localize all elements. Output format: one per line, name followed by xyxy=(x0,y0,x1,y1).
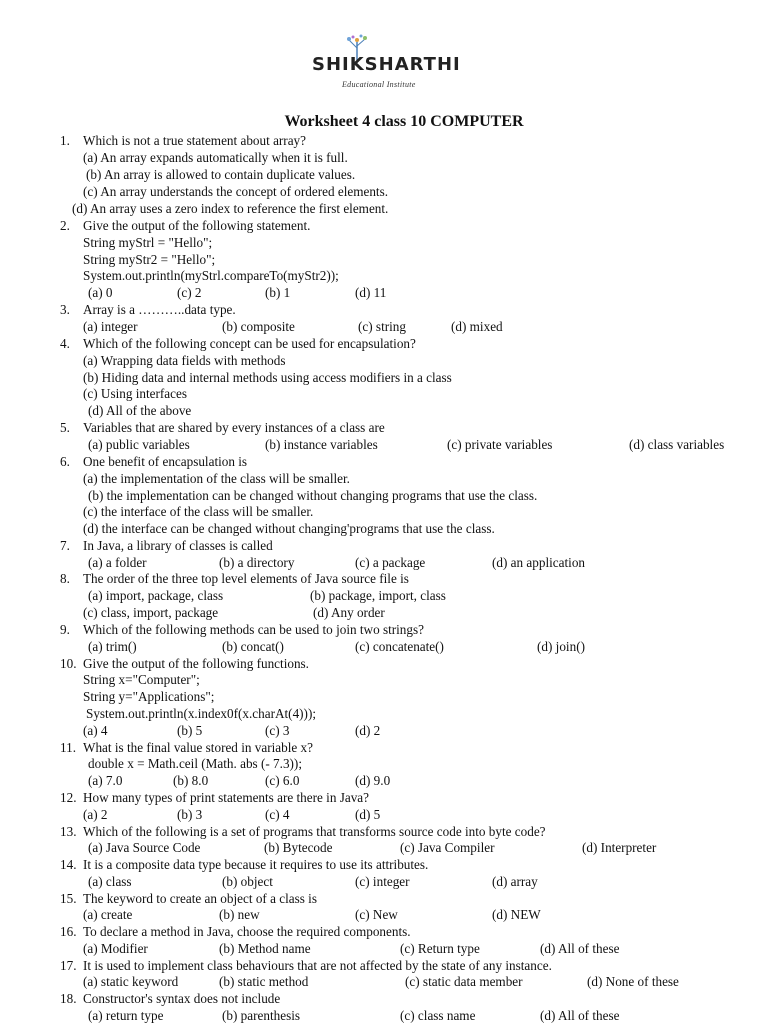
option-a: (a) return type xyxy=(88,1008,164,1023)
option-c: (c) class, import, package xyxy=(83,605,219,620)
option-d: (d) 11 xyxy=(355,285,387,300)
question-number: 3. xyxy=(60,302,70,317)
option-a: (a) 0 xyxy=(88,285,113,300)
question-text: Array is a ………..data type. xyxy=(83,302,236,317)
logo-brand: SHIKSHARTHI xyxy=(312,54,461,75)
option-b: (b) package, import, class xyxy=(310,588,446,603)
code-line: String y="Applications"; xyxy=(83,689,215,704)
question-text: Constructor's syntax does not include xyxy=(83,991,281,1006)
option-b: (b) object xyxy=(222,874,273,889)
question-text: One benefit of encapsulation is xyxy=(83,454,248,469)
option-c: (c) concatenate() xyxy=(355,639,444,654)
question-text: Give the output of the following statement. xyxy=(83,218,311,233)
option-c: (c) 2 xyxy=(177,285,202,300)
option-c: (c) Using interfaces xyxy=(83,386,187,401)
question-text: It is a composite data type because it requires to use its attributes. xyxy=(83,857,429,872)
option-d: (d) An array uses a zero index to reference the first element. xyxy=(72,201,389,216)
option-b: (b) a directory xyxy=(219,555,295,570)
option-a: (a) public variables xyxy=(88,437,190,452)
worksheet-title: Worksheet 4 class 10 COMPUTER xyxy=(284,113,524,130)
code-line: double x = Math.ceil (Math. abs (- 7.3)); xyxy=(88,756,302,771)
option-b: (b) new xyxy=(219,907,260,922)
option-a: (a) 4 xyxy=(83,723,108,738)
option-a: (a) the implementation of the class will be smaller. xyxy=(83,471,350,486)
option-c: (c) Return type xyxy=(400,941,480,956)
question-number: 15. xyxy=(60,891,77,906)
option-a: (a) trim() xyxy=(88,639,137,654)
option-a: (a) An array expands automatically when it is full. xyxy=(83,150,348,165)
question-text: What is the final value stored in variable x? xyxy=(83,740,313,755)
option-d: (d) 2 xyxy=(355,723,381,738)
code-line: System.out.println(x.index0f(x.charAt(4))); xyxy=(86,706,316,721)
option-c: (c) static data member xyxy=(405,974,523,989)
code-line: String myStrl = "Hello"; xyxy=(83,235,213,250)
question-text: The order of the three top level elements of Java source file is xyxy=(83,571,409,586)
question-number: 4. xyxy=(60,336,70,351)
option-b: (b) Bytecode xyxy=(264,840,333,855)
code-line: String myStr2 = "Hello"; xyxy=(83,252,216,267)
option-a: (a) static keyword xyxy=(83,974,179,989)
question-text: Which is not a true statement about array? xyxy=(83,133,307,148)
option-d: (d) All of these xyxy=(540,1008,620,1023)
option-c: (c) Java Compiler xyxy=(400,840,495,855)
option-d: (d) NEW xyxy=(492,907,541,922)
option-c: (c) 3 xyxy=(265,723,290,738)
question-number: 5. xyxy=(60,420,70,435)
option-a: (a) Wrapping data fields with methods xyxy=(83,353,286,368)
option-a: (a) import, package, class xyxy=(88,588,224,603)
question-number: 10. xyxy=(60,656,77,671)
question-number: 14. xyxy=(60,857,77,872)
option-b: (b) instance variables xyxy=(265,437,378,452)
option-d: (d) class variables xyxy=(629,437,725,452)
option-d: (d) All of these xyxy=(540,941,620,956)
option-c: (c) private variables xyxy=(447,437,553,452)
code-line: String x="Computer"; xyxy=(83,672,200,687)
option-b: (b) Hiding data and internal methods using access modifiers in a class xyxy=(83,370,452,385)
option-a: (a) 7.0 xyxy=(88,773,123,788)
option-c: (c) string xyxy=(358,319,406,334)
question-number: 17. xyxy=(60,958,77,973)
option-b: (b) parenthesis xyxy=(222,1008,300,1023)
option-c: (c) 6.0 xyxy=(265,773,300,788)
option-d: (d) array xyxy=(492,874,538,889)
option-a: (a) Java Source Code xyxy=(88,840,201,855)
option-c: (c) An array understands the concept of ordered elements. xyxy=(83,184,389,199)
option-d: (d) mixed xyxy=(451,319,503,334)
question-number: 1. xyxy=(60,133,70,148)
option-c: (c) New xyxy=(355,907,398,922)
option-d: (d) 5 xyxy=(355,807,381,822)
option-a: (a) 2 xyxy=(83,807,108,822)
option-c: (c) a package xyxy=(355,555,426,570)
question-number: 12. xyxy=(60,790,77,805)
option-c: (c) class name xyxy=(400,1008,476,1023)
question-number: 6. xyxy=(60,454,70,469)
option-a: (a) create xyxy=(83,907,133,922)
question-text: Which of the following concept can be used for encapsulation? xyxy=(83,336,416,351)
option-d: (d) All of the above xyxy=(88,403,192,418)
question-text: The keyword to create an object of a class is xyxy=(83,891,317,906)
option-d: (d) 9.0 xyxy=(355,773,391,788)
question-number: 11. xyxy=(60,740,76,755)
option-d: (d) None of these xyxy=(587,974,679,989)
option-b: (b) An array is allowed to contain duplicate values. xyxy=(86,167,356,182)
question-number: 7. xyxy=(60,538,70,553)
question-text: Give the output of the following functions. xyxy=(83,656,309,671)
option-c: (c) 4 xyxy=(265,807,290,822)
option-a: (a) integer xyxy=(83,319,138,334)
option-c: (c) the interface of the class will be smaller. xyxy=(83,504,314,519)
question-number: 9. xyxy=(60,622,70,637)
option-d: (d) Interpreter xyxy=(582,840,657,855)
question-number: 16. xyxy=(60,924,77,939)
question-number: 13. xyxy=(60,824,77,839)
question-number: 2. xyxy=(60,218,70,233)
question-number: 18. xyxy=(60,991,77,1006)
question-text: Variables that are shared by every instances of a class are xyxy=(83,420,385,435)
option-b: (b) 5 xyxy=(177,723,203,738)
option-b: (b) 8.0 xyxy=(173,773,209,788)
option-d: (d) an application xyxy=(492,555,586,570)
option-b: (b) composite xyxy=(222,319,295,334)
question-text: Which of the following is a set of programs that transforms source code into byte code? xyxy=(83,824,546,839)
option-b: (b) 3 xyxy=(177,807,203,822)
option-b: (b) Method name xyxy=(219,941,311,956)
option-a: (a) class xyxy=(88,874,132,889)
question-text: It is used to implement class behaviours that are not affected by the state of any instance. xyxy=(83,958,552,973)
option-b: (b) concat() xyxy=(222,639,284,654)
question-number: 8. xyxy=(60,571,70,586)
option-d: (d) Any order xyxy=(313,605,385,620)
option-b: (b) static method xyxy=(219,974,309,989)
question-text: How many types of print statements are there in Java? xyxy=(83,790,370,805)
option-b: (b) the implementation can be changed without changing programs that use the class. xyxy=(88,488,538,503)
question-text: To declare a method in Java, choose the required components. xyxy=(83,924,411,939)
option-a: (a) a folder xyxy=(88,555,147,570)
institute-logo xyxy=(308,32,498,92)
option-d: (d) join() xyxy=(537,639,585,654)
question-text: In Java, a library of classes is called xyxy=(83,538,273,553)
option-a: (a) Modifier xyxy=(83,941,148,956)
option-d: (d) the interface can be changed without changing'programs that use the class. xyxy=(83,521,495,536)
code-line: System.out.println(myStrl.compareTo(myStr2)); xyxy=(83,268,339,283)
option-c: (c) integer xyxy=(355,874,410,889)
logo-tagline: Educational Institute xyxy=(342,80,416,89)
option-b: (b) 1 xyxy=(265,285,291,300)
question-text: Which of the following methods can be used to join two strings? xyxy=(83,622,424,637)
